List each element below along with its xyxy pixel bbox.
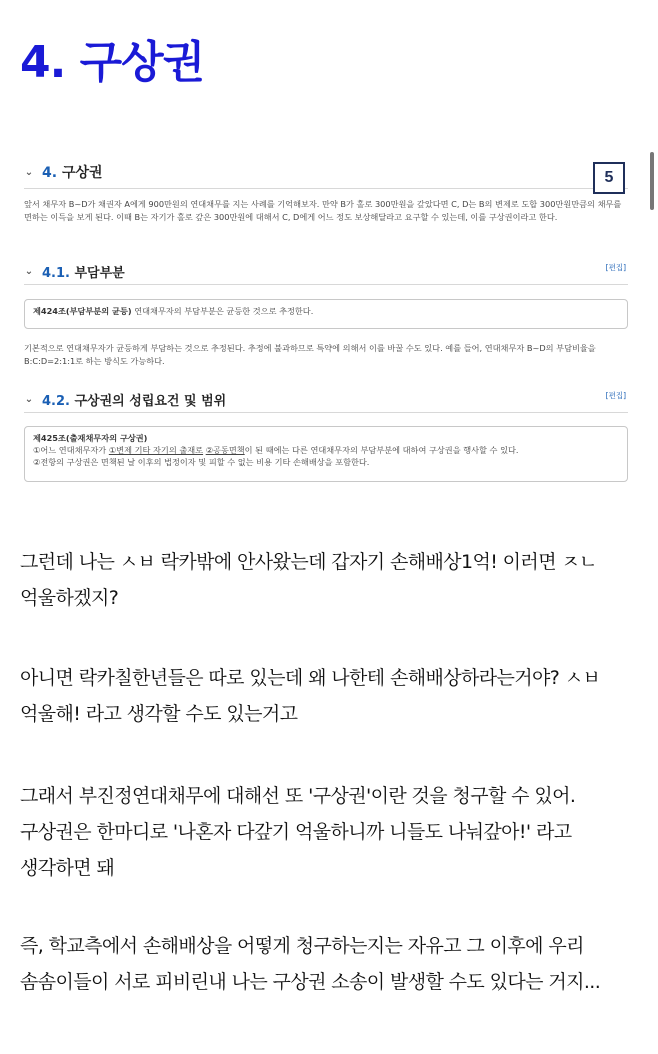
body-paragraph: 그런데 나는 ㅅㅂ 락카밖에 안사왔는데 갑자기 손해배상1억! 이러면 ㅈㄴ 억울하겠지? bbox=[20, 551, 597, 609]
scrollbar[interactable] bbox=[650, 152, 654, 210]
body-paragraph: 즉, 학교측에서 손해배상을 어떻게 청구하는지는 자유고 그 이후에 우리 솜솜이들이 서로 피비린내 나는 구상권 소송이 발생할 수도 있다는 거지... bbox=[20, 935, 601, 993]
section-heading-4-1[interactable] bbox=[24, 262, 125, 281]
body-paragraph: 그래서 부진정연대채무에 대해선 또 '구상권'이란 것을 청구할 수 있어. 구상권은 한마디로 '나혼자 다갚기 억울하니까 니들도 나눠갚아!' 라고 생각하면 돼 bbox=[20, 785, 576, 879]
section-heading-4[interactable] bbox=[24, 162, 103, 182]
law-link[interactable]: ②공동면책 bbox=[205, 445, 245, 455]
edit-link[interactable]: [편집] bbox=[605, 263, 626, 272]
law-link[interactable]: ①변제 기타 자기의 출재로 bbox=[108, 445, 204, 455]
chevron-down-icon[interactable]: ⌄ bbox=[24, 266, 34, 277]
law-title: 제424조(부담부분의 균등) bbox=[33, 306, 132, 316]
section-title: 구상권의 성립요건 및 범위 bbox=[74, 394, 227, 409]
paragraph: 앞서 채무자 B~D가 채권자 A에게 900만원의 연대채무를 지는 사례를 기억해보자. 만약 B가 홀로 300만원을 갚았다면 C, D는 B의 변제로 도합 300만원만큼의 채무를 면하는 이득을 보게 된다. 이때 B는 자기가 홀로 갚은 300만원에 대해서 C, D에게 어느 정도 보상해달라고 요구할 수 있는데, 이를 구상권이라고 한다. bbox=[24, 199, 622, 222]
section-number: 4.2. bbox=[42, 394, 70, 409]
section-number: 4. bbox=[42, 165, 58, 181]
page-title: 4. 구상권 bbox=[20, 37, 205, 88]
law-text: ①어느 연대채무자가 bbox=[33, 445, 109, 455]
body-paragraph: 아니면 락카칠한년들은 따로 있는데 왜 나한테 손해배상하라는거야? ㅅㅂ 억울해! 라고 생각할 수도 있는거고 bbox=[20, 667, 601, 725]
section-title: 부담부분 bbox=[74, 266, 125, 281]
paragraph: 기본적으로 연대채무자가 균등하게 부담하는 것으로 추정된다. 추정에 불과하므로 특약에 의해서 이를 바꿀 수도 있다. 예를 들어, 연대채무자 B~D의 부담비율을 B:C:D=2:1:1로 하는 방식도 가능하다. bbox=[24, 343, 596, 366]
wiki-screenshot bbox=[22, 150, 632, 486]
law-box bbox=[24, 426, 628, 482]
law-box bbox=[24, 299, 628, 329]
law-text: ②전항의 구상권은 면책된 날 이후의 법정이자 및 피할 수 없는 비용 기타 손해배상을 포함한다. bbox=[33, 457, 370, 467]
chevron-down-icon[interactable]: ⌄ bbox=[24, 166, 34, 178]
divider bbox=[24, 188, 628, 189]
section-number: 4.1. bbox=[42, 266, 70, 281]
divider bbox=[24, 284, 628, 285]
section-heading-4-2[interactable] bbox=[24, 390, 226, 409]
law-title: 제425조(출재채무자의 구상권) bbox=[33, 433, 148, 443]
edit-link[interactable]: [편집] bbox=[605, 391, 626, 400]
law-text: 이 된 때에는 다른 연대채무자의 부담부분에 대하여 구상권을 행사할 수 있다. bbox=[244, 445, 519, 455]
section-title: 구상권 bbox=[61, 165, 103, 181]
divider bbox=[24, 412, 628, 413]
page-number-badge: 5 bbox=[593, 162, 625, 194]
law-text: 연대채무자의 부담부분은 균등한 것으로 추정한다. bbox=[131, 306, 314, 316]
chevron-down-icon[interactable]: ⌄ bbox=[24, 394, 34, 405]
